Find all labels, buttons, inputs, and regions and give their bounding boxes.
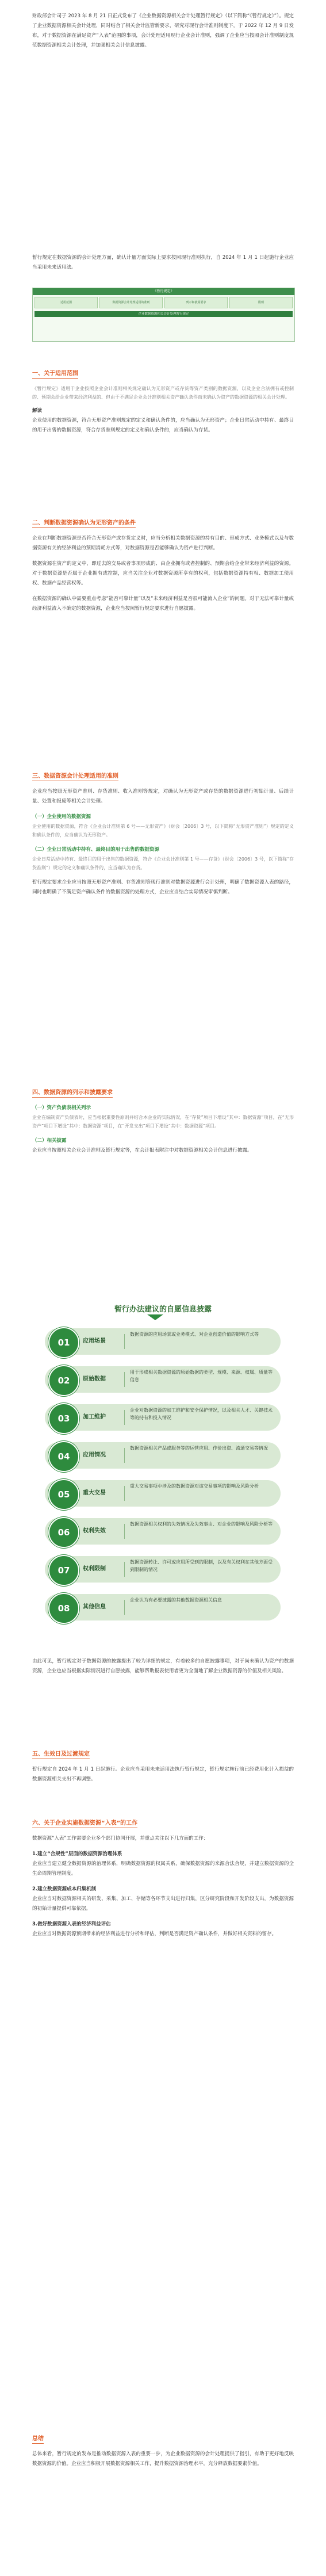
section-6-sub-2: 2.建立数据资源成本归集机制 — [32, 1886, 97, 1892]
disclosure-item — [45, 1592, 281, 1623]
section-title-3: 三、数据资源会计处理适用的准则 — [32, 771, 118, 781]
item-number: 08 — [48, 1593, 79, 1624]
infographic-title: 暂行办法建议的自愿信息披露 — [114, 1305, 212, 1314]
item-label: 权利限制 — [83, 1566, 106, 1572]
item-label: 加工维护 — [83, 1414, 106, 1420]
section-6-sub-1: 1.建立“合规性”层面的数据资源治理体系 — [32, 1851, 122, 1857]
section-title-summary: 总结 — [32, 2433, 44, 2444]
section-title-4: 四、数据资源的列示和披露要求 — [32, 1087, 113, 1098]
section-3-paragraph-a: 企业应当按照无形资产准则、存货准则、收入准则等规定，对确认为无形资产或存货的数据资源进行初始计量、后续计量、处置和报废等相关会计处理。 — [32, 789, 294, 804]
item-label: 原始数据 — [83, 1376, 106, 1382]
section-title-1: 一、关于适用范围 — [32, 368, 78, 379]
section-1-body — [32, 384, 294, 435]
intro-block — [32, 12, 294, 51]
section-6-text-1: 企业应当建立健全数据资源的治理体系，明确数据资源的权属关系，确保数据资源的来源合法合规，并建立数据资源的全生命周期管理制度。 — [32, 1861, 294, 1876]
section-3-sub-1: （一）企业使用的数据资源 — [32, 814, 91, 820]
item-number: 02 — [48, 1365, 79, 1396]
disclosure-item — [45, 1554, 281, 1585]
item-label: 重大交易 — [83, 1490, 106, 1496]
framework-cell: 列示和披露要求 — [164, 297, 228, 308]
item-description: 用于形成相关数据资源的原始数据的类型、规模、来源、权属、质量等信息 — [130, 1370, 273, 1382]
section-4-body — [32, 1103, 294, 1156]
item-number: 07 — [48, 1555, 79, 1586]
framework-cell: 附则 — [229, 297, 293, 308]
section-6-text-3: 企业应当对数据资源预期带来的经济利益进行分析和评估，判断是否满足资产确认条件，并做好相关资料的留存。 — [32, 1931, 277, 1937]
section-title-5: 五、生效日及过渡规定 — [32, 1749, 90, 1759]
section-6-body — [32, 1834, 294, 1939]
section-6-sub-3: 3.做好数据资源入表的经济利益评估 — [32, 1921, 111, 1927]
summary-paragraph: 总体来看，暂行规定的发布是推动数据资源入表的重要一步，为企业数据资源的会计处理提供了指引，有助于更好地反映数据资源的价值。企业应当积极开展数据资源相关工作，提升数据资源治理水平，充分释放数据要素价值。 — [32, 2451, 294, 2467]
item-number: 03 — [48, 1403, 79, 1434]
section-1-quote: 《暂行规定》适用于企业按照企业会计准则相关规定确认为无形资产或存货等资产类别的数据资源，以及企业合法拥有或控制的、预期会给企业带来经济利益的、但由于不满足企业会计准则相关资产确认条件而未确认为资产的数据资源的相关会计处理。 — [32, 386, 294, 400]
item-description: 企业对数据资源的加工维护和安全保护情况，以及相关人才、关键技术等的持有和投入情况 — [130, 1408, 273, 1420]
disclosure-item — [45, 1326, 281, 1357]
section-3-quote-1: 企业使用的数据资源，符合《企业会计准则第 6 号——无形资产》（财会〔2006〕3 号，以下简称“无形资产准则”）规定的定义和确认条件的，应当确认为无形资产。 — [32, 824, 294, 838]
section-2-paragraph-a: 企业在判断数据资源是否符合无形资产或存货定义时，应当分析相关数据资源的持有目的、形成方式、业务模式以及与数据资源有关的经济利益的预期消耗方式等，对数据资源是否能够确认为资产进行判断。 — [32, 536, 294, 551]
section-4-sub-2: （二）相关披露 — [32, 1138, 67, 1144]
item-label: 权利失效 — [83, 1528, 106, 1534]
section-6-text-2: 企业应当对数据资源相关的研发、采集、加工、存储等各环节支出进行归集，区分研究阶段和开发阶段支出，为数据资源的初始计量提供可靠依据。 — [32, 1896, 294, 1912]
summary-body — [32, 2449, 294, 2469]
section-3-quote-2: 企业日常活动中持有、最终目的用于出售的数据资源，符合《企业会计准则第 1 号——存货》（财会〔2006〕3 号，以下简称“存货准则”）规定的定义和确认条件的，应当确认为存货。 — [32, 857, 294, 870]
disclosure-item — [45, 1516, 281, 1547]
item-number: 05 — [48, 1479, 79, 1510]
section-3-sub-2: （二）企业日常活动中持有、最终目的用于出售的数据资源 — [32, 847, 160, 853]
section-6-paragraph: 数据资源“入表”工作需要企业多个部门协同开展，并重点关注以下几方面的工作： — [32, 1836, 209, 1841]
section-2-body — [32, 534, 294, 614]
section-1-paragraph: 企业使用的数据资源，符合无形资产准则规定的定义和确认条件的，应当确认为无形资产；企业日常活动中持有、最终目的用于出售的数据资源，符合存货准则规定的定义和确认条件的，应当确认为存货。 — [32, 418, 294, 433]
section-title-2: 二、判断数据资源确认为无形资产的条件 — [32, 518, 136, 528]
arrow-down-icon — [147, 1314, 163, 1320]
item-label: 其他信息 — [83, 1604, 106, 1610]
section-2-paragraph-c: 在数据资源的确认中需要重点考虑“能否可靠计量”以及“未来经济利益是否很可能流入企业”的问题。对于无法可靠计量或经济利益流入不确定的数据资源，企业应当按照暂行规定要求进行自愿披露。 — [32, 596, 294, 611]
item-description: 数据资源的应用场景或业务模式、对企业创造价值的影响方式等 — [130, 1332, 259, 1337]
item-description: 重大交易事项中涉及的数据资源对该交易事项的影响及风险分析 — [130, 1484, 259, 1489]
section-3-body — [32, 787, 294, 897]
framework-title: 《暂行规定》 — [33, 288, 294, 295]
section-1-note: 解读 — [32, 408, 43, 414]
section-4-paragraph: 企业应当按照相关企业会计准则及暂行规定等，在会计报表附注中对数据资源相关会计信息进行披露。 — [32, 1148, 252, 1153]
disclosure-item — [45, 1478, 281, 1509]
section-4-quote-1: 企业在编制资产负债表时，应当根据重要性原则并结合本企业的实际情况，在“存货”项目下增设“其中：数据资源”项目，在“无形资产”项目下增设“其中：数据资源”项目，在“开发支出”项目下增设“其中：数据资源”项目。 — [32, 1115, 294, 1129]
item-description: 数据资源转让、许可或应用所受到的限制，以及有关权利在其他方面受到限制的情况 — [130, 1560, 273, 1572]
disclosure-item — [45, 1364, 281, 1395]
intro-paragraph-2: 暂行规定在数据资源的会计处理方面，确认计量方面实际上要求按照现行准则执行，自 2024 年 1 月 1 日起施行企业应当采用未来适用法。 — [32, 255, 294, 270]
framework-cell: 适用范围 — [34, 297, 98, 308]
after-infographic — [32, 1657, 294, 1676]
item-number: 06 — [48, 1517, 79, 1548]
section-4-sub-1: （一）资产负债表相关列示 — [32, 1105, 91, 1111]
framework-band: 企业数据资源相关会计处理暂行规定 — [34, 311, 293, 317]
framework-figure — [32, 288, 295, 342]
disclosure-infographic — [32, 1297, 294, 1637]
after-paragraph: 由此可见，暂行规定对于数据资源的披露提出了较为详细的规定，有着较多的自愿披露事项，对于尚未确认为资产的数据资源，企业也应当根据实际情况进行自愿披露，能够帮助报表使用者更为全面地了解企业数据资源的价值及相关风险。 — [32, 1658, 294, 1674]
section-5-body — [32, 1765, 294, 1784]
framework-cell: 数据资源会计处理适用的准则 — [99, 297, 163, 308]
item-description: 数据资源相关产品或服务等的运营应用、作价出资、流通交易等情况 — [130, 1446, 268, 1451]
section-3-paragraph-b: 暂行规定要求企业应当按照无形资产准则、存货准则等现行准则对数据资源进行会计处理，明确了数据资源入表的路径，同时也明确了不满足资产确认条件的数据资源的处理方式，企业应当结合实际情况审慎判断。 — [32, 880, 294, 895]
item-description: 数据资源相关权利的失效情况及失效事由、对企业的影响及风险分析等 — [130, 1522, 273, 1527]
intro-block-2 — [32, 253, 294, 273]
item-label: 应用情况 — [83, 1452, 106, 1458]
item-number: 04 — [48, 1441, 79, 1472]
section-title-6: 六、关于企业实施数据资源“入表”的工作 — [32, 1818, 137, 1828]
section-2-paragraph-b: 数据资源在资产的定义中，即过去的交易或者事项形成的、由企业拥有或者控制的、预期会给企业带来经济利益的资源。对于数据资源是否属于企业拥有或控制，应当关注企业对数据资源所享有的权利，包括数据资源持有权、数据加工使用权、数据产品经营权等。 — [32, 561, 294, 586]
disclosure-item — [45, 1402, 281, 1433]
item-label: 应用场景 — [83, 1338, 106, 1344]
item-number: 01 — [48, 1327, 79, 1358]
section-5-paragraph: 暂行规定自 2024 年 1 月 1 日起施行。企业应当采用未来适用法执行暂行规定，暂行规定施行前已经费用化计入损益的数据资源相关支出不再调整。 — [32, 1767, 294, 1782]
intro-paragraph-1: 财政部会计司于 2023 年 8 月 21 日正式发布了《企业数据资源相关会计处理暂行规定》（以下简称“《暂行规定》”）。规定了企业数据资源相关会计处理，同时结合了相关会计监管新要求，研究对现行会计准则制度下，于 2022 年 12 月 9 日发布，对于数据资源在满足资产“入表”范围的事项，会计处理适用现行企业会计准则，强调了企业应当按照会计准则制度规范数据资源相关会计处理，并加强相关会计信息披露。 — [32, 13, 294, 48]
item-description: 企业认为有必要披露的其他数据资源相关信息 — [130, 1597, 222, 1603]
disclosure-item — [45, 1440, 281, 1471]
